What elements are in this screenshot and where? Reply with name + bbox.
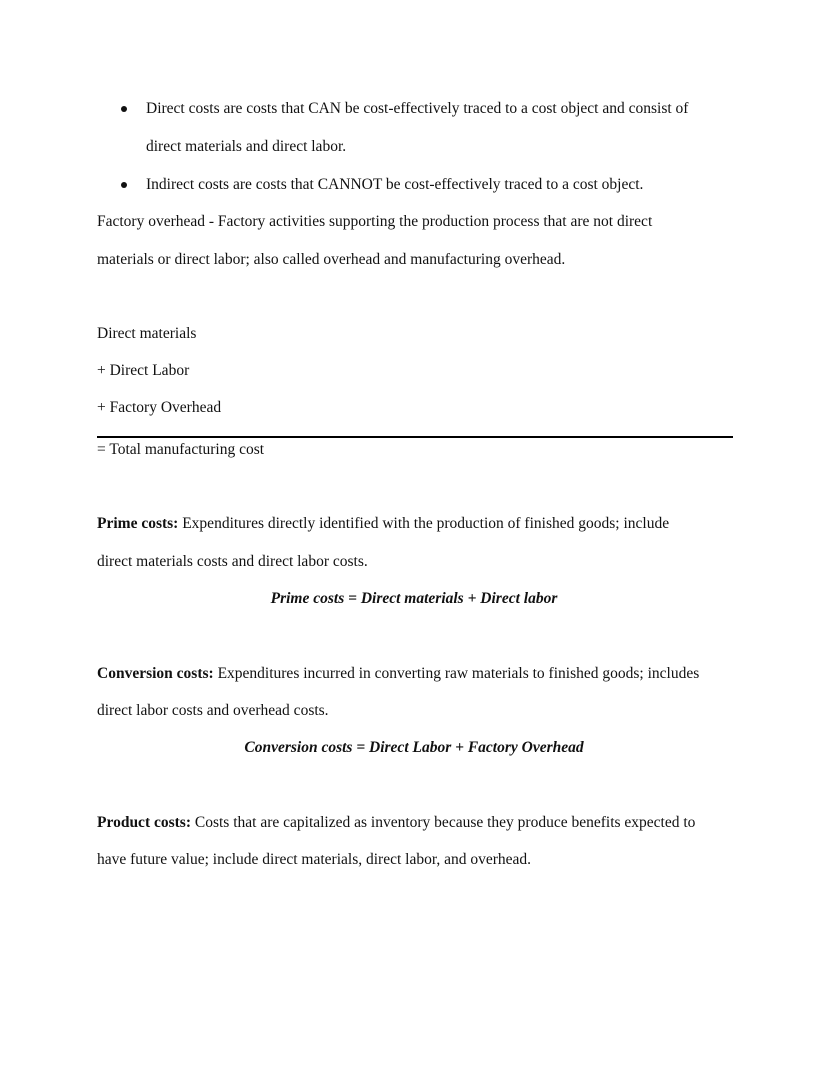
equation-direct-materials: Direct materials (97, 325, 197, 342)
prime-costs-line1 (97, 514, 669, 534)
prime-costs-formula: Prime costs = Direct materials + Direct labor (270, 590, 558, 607)
bullet-dot (121, 106, 127, 112)
bullet-indirect-costs: Indirect costs are costs that CANNOT be cost-effectively traced to a cost object. (146, 176, 644, 193)
conversion-costs-formula: Conversion costs = Direct Labor + Factory Overhead (244, 739, 584, 756)
product-costs-line2: have future value; include direct materials, direct labor, and overhead. (97, 851, 532, 868)
equation-total: = Total manufacturing cost (97, 441, 265, 458)
equation-factory-overhead: + Factory Overhead (97, 399, 222, 416)
prime-costs-term: Prime costs: (97, 515, 179, 532)
conversion-costs-definition: Expenditures incurred in converting raw materials to finished goods; includes (213, 665, 700, 682)
conversion-costs-term: Conversion costs: (97, 665, 214, 682)
product-costs-definition: Costs that are capitalized as inventory because they produce benefits expected to (191, 814, 696, 831)
product-costs-line1 (97, 813, 695, 833)
bullet-direct-costs-line2: direct materials and direct labor. (146, 138, 347, 155)
bullet-dot (121, 182, 127, 188)
product-costs-term: Product costs: (97, 814, 191, 831)
equation-direct-labor: + Direct Labor (97, 362, 190, 379)
prime-costs-line2: direct materials costs and direct labor costs. (97, 553, 368, 570)
bullet-direct-costs-line1: Direct costs are costs that CAN be cost-effectively traced to a cost object and consist of (146, 100, 689, 117)
prime-costs-definition: Expenditures directly identified with the production of finished goods; include (178, 515, 670, 532)
conversion-costs-line1 (97, 664, 699, 684)
conversion-costs-line2: direct labor costs and overhead costs. (97, 702, 329, 719)
factory-overhead-line1: Factory overhead - Factory activities supporting the production process that are not direct (97, 213, 653, 230)
equation-divider (97, 436, 733, 438)
factory-overhead-line2: materials or direct labor; also called overhead and manufacturing overhead. (97, 251, 566, 268)
